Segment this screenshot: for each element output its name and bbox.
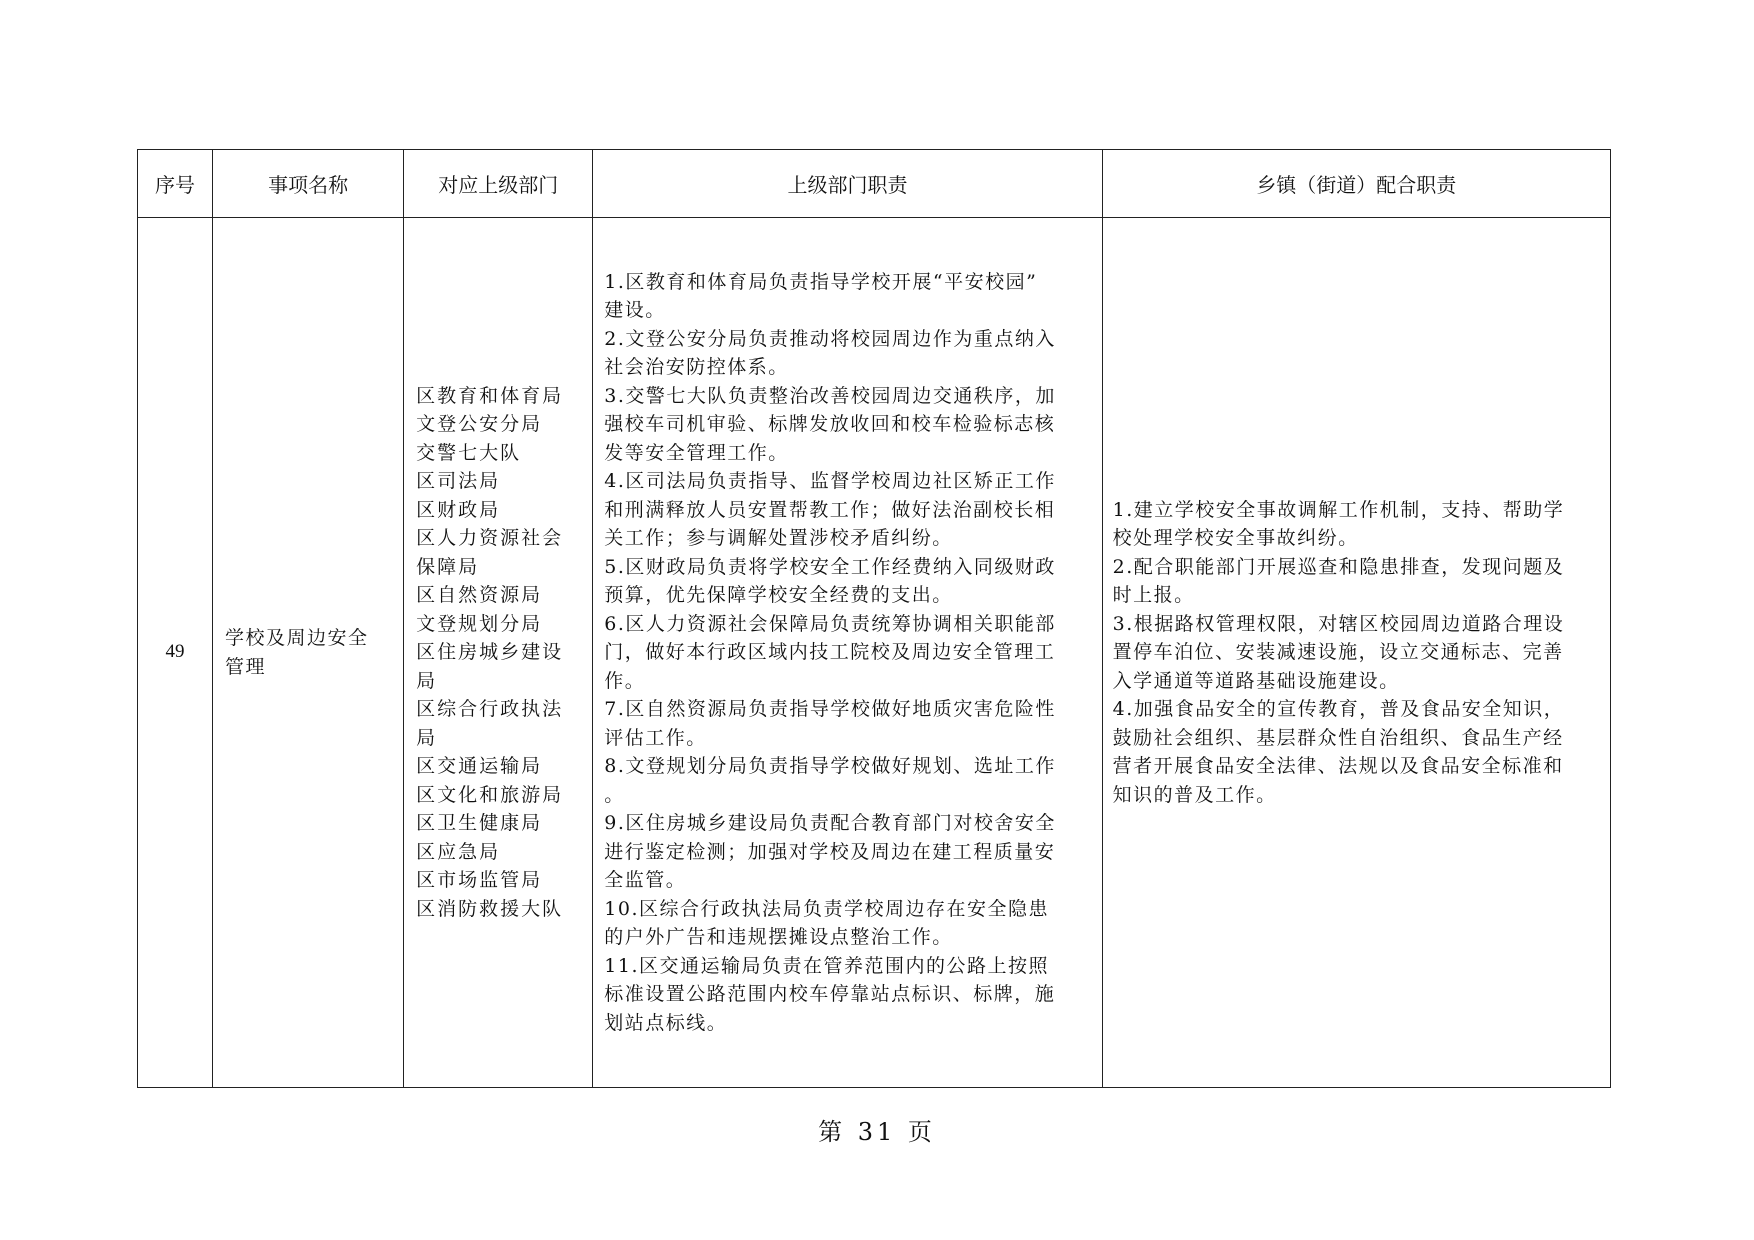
- cell-item-name: [213, 218, 404, 1088]
- text-line: 门，做好本行政区域内技工院校及周边安全管理工: [604, 641, 1056, 664]
- header-town-duty: 乡镇（街道）配合职责: [1102, 150, 1610, 218]
- text-line: 3.交警七大队负责整治改善校园周边交通秩序，加: [604, 384, 1056, 407]
- text-line: 文登公安分局: [416, 413, 543, 436]
- text-line: 进行鉴定检测；加强对学校及周边在建工程质量安: [604, 840, 1056, 863]
- cell-town-duty: [1102, 218, 1610, 1088]
- upper-dept-list: [416, 382, 584, 924]
- text-line: 文登规划分局: [416, 612, 543, 635]
- text-line: 8.文登规划分局负责指导学校做好规划、选址工作: [604, 755, 1056, 778]
- text-line: 6.区人力资源社会保障局负责统筹协调相关职能部: [604, 612, 1056, 635]
- text-line: 社会治安防控体系。: [604, 356, 789, 379]
- text-line: 区人力资源社会: [416, 527, 564, 550]
- text-line: 局: [416, 726, 438, 749]
- text-line: 标准设置公路范围内校车停靠站点标识、标牌，施: [604, 983, 1056, 1006]
- header-seq: 序号: [138, 150, 213, 218]
- text-line: 区交通运输局: [416, 755, 543, 778]
- text-line: 时上报。: [1112, 584, 1195, 607]
- item-name-lines: [225, 624, 393, 681]
- text-line: 7.区自然资源局负责指导学校做好地质灾害危险性: [604, 698, 1056, 721]
- header-upper-duty: 上级部门职责: [593, 150, 1102, 218]
- text-line: 11.区交通运输局负责在管养范围内的公路上按照: [604, 954, 1050, 977]
- text-line: 局: [416, 669, 438, 692]
- text-line: 区综合行政执法: [416, 698, 564, 721]
- text-line: 区卫生健康局: [416, 812, 543, 835]
- text-line: 区司法局: [416, 470, 501, 493]
- header-item-name: 事项名称: [213, 150, 404, 218]
- text-line: 2.配合职能部门开展巡查和隐患排查，发现问题及: [1112, 555, 1565, 578]
- text-line: 划站点标线。: [604, 1011, 728, 1034]
- text-line: 区自然资源局: [416, 584, 543, 607]
- text-line: 学校及周边安全: [225, 627, 369, 649]
- text-line: 建设。: [604, 299, 666, 322]
- page-number: 第 31 页: [818, 1118, 936, 1146]
- text-line: 的户外广告和违规摆摊设点整治工作。: [604, 926, 953, 949]
- text-line: 和刑满释放人员安置帮教工作；做好法治副校长相: [604, 498, 1056, 521]
- table-row: [138, 218, 1611, 1088]
- text-line: 关工作；参与调解处置涉校矛盾纠纷。: [604, 527, 953, 550]
- text-line: 发等安全管理工作。: [604, 441, 789, 464]
- upper-duty-lines: [604, 268, 1093, 1038]
- text-line: 交警七大队: [416, 441, 522, 464]
- text-line: 2.文登公安分局负责推动将校园周边作为重点纳入: [604, 327, 1056, 350]
- text-line: 5.区财政局负责将学校安全工作经费纳入同级财政: [604, 555, 1056, 578]
- text-line: 全监管。: [604, 869, 687, 892]
- text-line: 强校车司机审验、标牌发放收回和校车检验标志核: [604, 413, 1056, 436]
- text-line: 区应急局: [416, 840, 501, 863]
- text-line: 管理: [225, 655, 267, 678]
- text-line: 区文化和旅游局: [416, 783, 564, 806]
- cell-upper-duty: [593, 218, 1102, 1088]
- text-line: 3.根据路权管理权限，对辖区校园周边道路合理设: [1112, 612, 1565, 635]
- text-line: 区教育和体育局: [416, 384, 564, 407]
- text-line: 区消防救援大队: [416, 897, 564, 920]
- text-line: 入学通道等道路基础设施建设。: [1112, 669, 1400, 692]
- text-line: 预算，优先保障学校安全经费的支出。: [604, 584, 953, 607]
- town-duty-lines: [1113, 496, 1600, 810]
- cell-seq: 49: [138, 218, 213, 1088]
- table-header-row: [138, 150, 1611, 218]
- text-line: 校处理学校安全事故纠纷。: [1112, 527, 1359, 550]
- text-line: 10.区综合行政执法局负责学校周边存在安全隐患: [604, 897, 1050, 920]
- text-line: 保障局: [416, 555, 480, 578]
- text-line: 4.区司法局负责指导、监督学校周边社区矫正工作: [604, 470, 1056, 493]
- text-line: 知识的普及工作。: [1112, 783, 1277, 806]
- text-line: 。: [604, 783, 625, 806]
- cell-upper-dept: [404, 218, 593, 1088]
- text-line: 1.建立学校安全事故调解工作机制，支持、帮助学: [1112, 498, 1565, 521]
- duty-table: [137, 149, 1611, 1088]
- text-line: 作。: [604, 669, 646, 692]
- text-line: 置停车泊位、安装减速设施，设立交通标志、完善: [1112, 641, 1564, 664]
- text-line: 营者开展食品安全法律、法规以及食品安全标准和: [1112, 755, 1564, 778]
- text-line: 区市场监管局: [416, 869, 543, 892]
- header-upper-dept: 对应上级部门: [404, 150, 593, 218]
- text-line: 1.区教育和体育局负责指导学校开展“平安校园”: [604, 270, 1038, 293]
- text-line: 评估工作。: [604, 726, 707, 749]
- text-line: 9.区住房城乡建设局负责配合教育部门对校舍安全: [604, 812, 1056, 835]
- text-line: 区住房城乡建设: [416, 641, 564, 664]
- text-line: 4.加强食品安全的宣传教育，普及食品安全知识，: [1112, 698, 1565, 721]
- text-line: 鼓励社会组织、基层群众性自治组织、食品生产经: [1112, 726, 1564, 749]
- text-line: 区财政局: [416, 498, 501, 521]
